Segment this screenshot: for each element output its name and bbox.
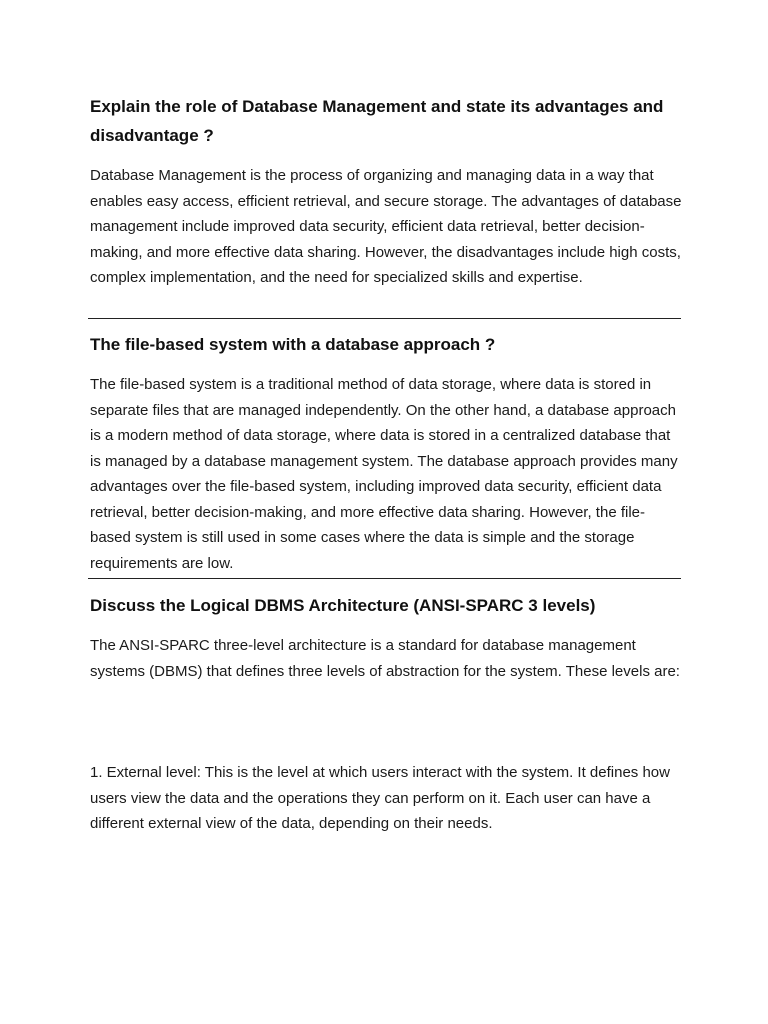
list-item: 1. External level: This is the level at which users interact with the system. It defines how users view the data and the operations they can perform on it. Each user can have a different external view of the data, depending on their needs.: [90, 764, 670, 832]
section-2-paragraph: The file-based system is a traditional method of data storage, where data is stored in separate files that are managed independently. On the other hand, a database approach is a modern method of data storage, where data is stored in a centralized database that is managed by a database management system. The database approach provides many advantages over the file-based system, including improved data security, efficient data retrieval, better decision-making, and more effective data sharing. However, the file-based system is still used in some cases where the data is simple and the storage requirements are low.: [90, 376, 678, 572]
section-1-paragraph: Database Management is the process of organizing and managing data in a way that enables easy access, efficient retrieval, and secure storage. The advantages of database management include improved data security, efficient data retrieval, better decision-making, and more effective data sharing. However, the disadvantages include high costs, complex implementation, and the need for specialized skills and expertise.: [90, 167, 682, 286]
section-divider: [88, 578, 681, 579]
section-3-paragraph: The ANSI-SPARC three-level architecture is a standard for database management systems (DBMS) that defines three levels of abstraction for the system. These levels are:: [90, 637, 680, 680]
section-1-heading: Explain the role of Database Management and state its advantages and disadvantage ?: [90, 97, 664, 145]
section-divider: [88, 318, 681, 319]
section-3-heading: Discuss the Logical DBMS Architecture (ANSI-SPARC 3 levels): [90, 596, 596, 615]
section-2-heading: The file-based system with a database approach ?: [90, 335, 496, 354]
